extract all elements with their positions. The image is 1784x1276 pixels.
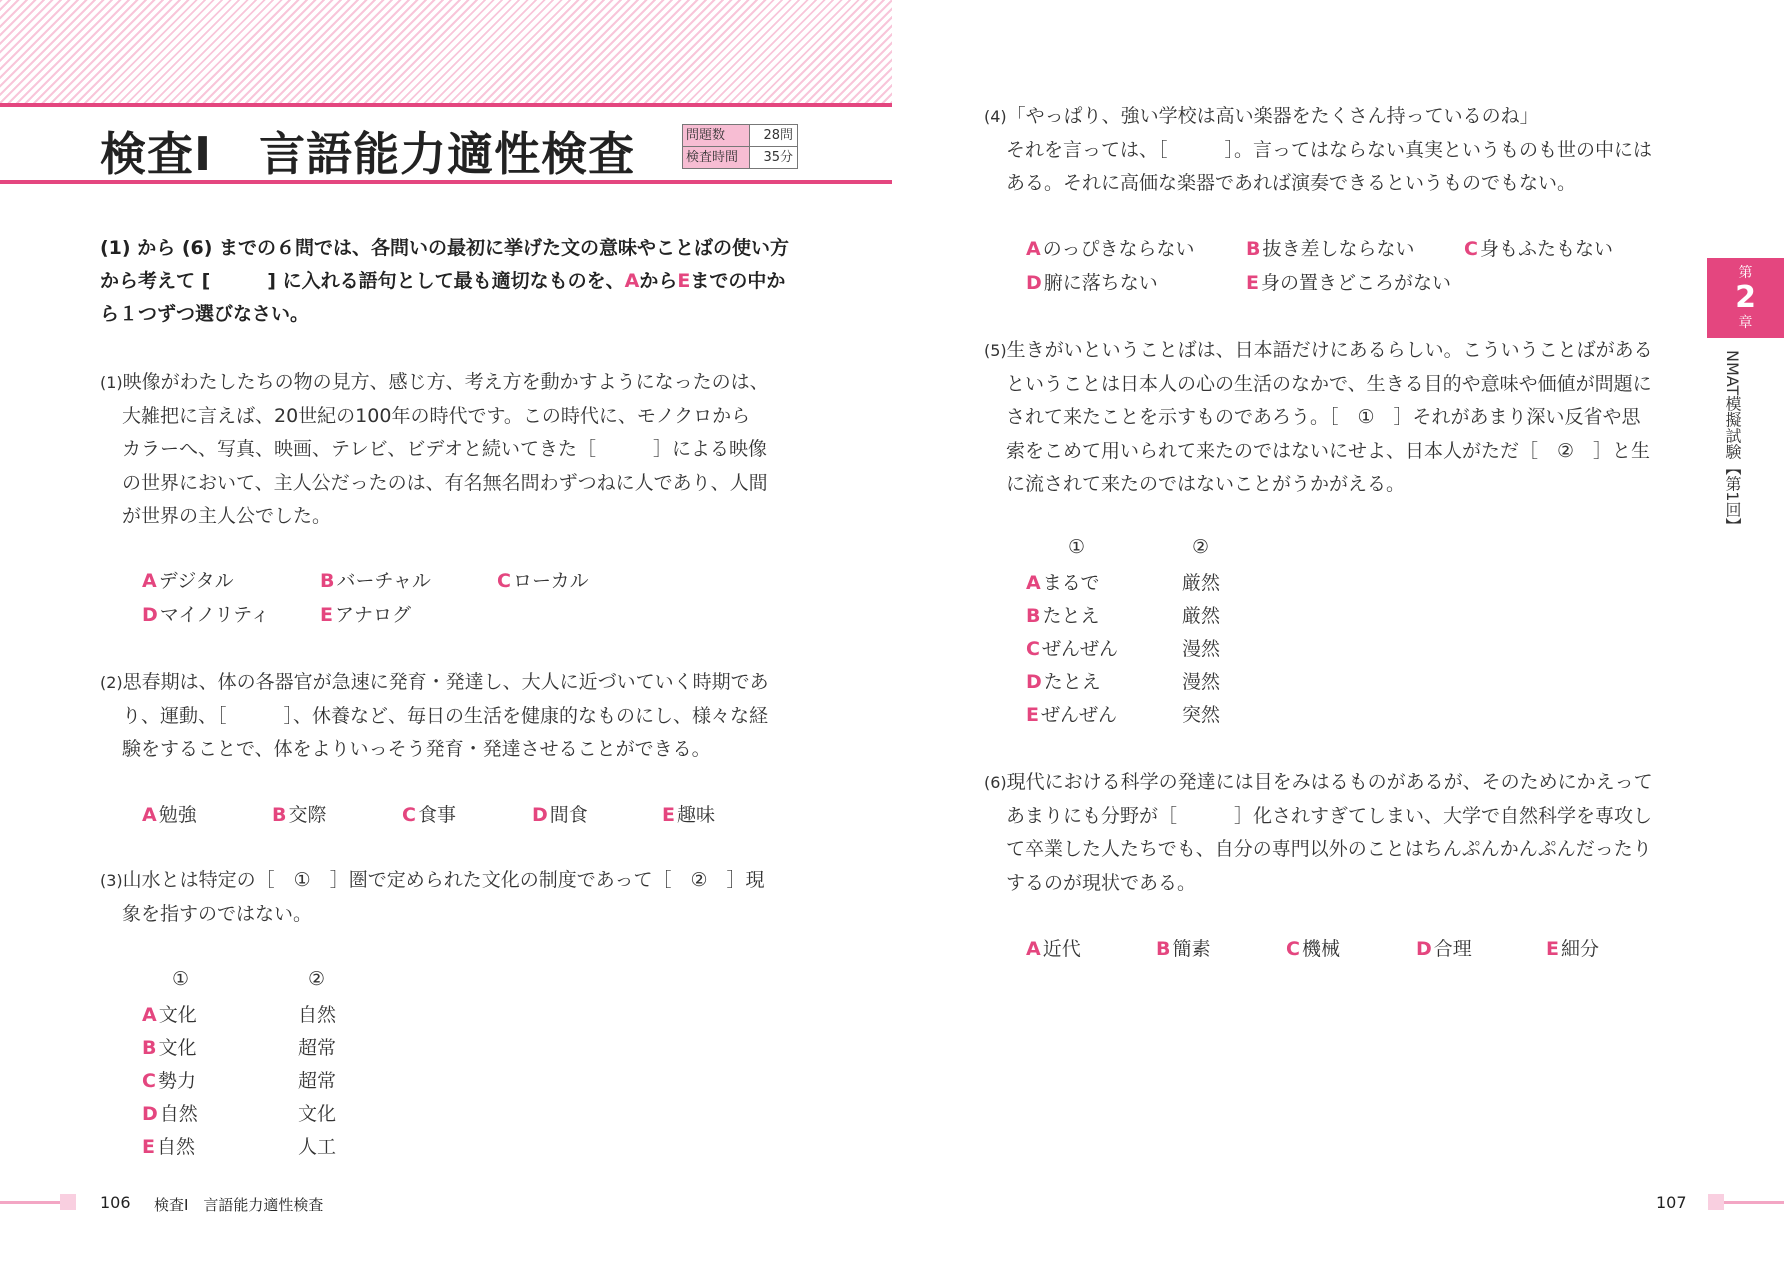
- question-line: の世界において、主人公だったのは、有名無名問わずつねに人であり、人間: [122, 471, 768, 494]
- option-letter: C: [497, 570, 511, 592]
- question-line: 山水とは特定の［ ① ］圏で定められた文化の制度であって［ ② ］現: [122, 869, 765, 891]
- option-letter: B: [320, 570, 335, 592]
- option-text: たとえ: [1043, 671, 1101, 693]
- option-letter: B: [1246, 238, 1261, 260]
- q2-option-a[interactable]: [142, 800, 197, 827]
- instructions-text-1: (1) から (6) までの６問では、各問いの最初に挙げた文の意味やことばの使い方から考えて [ ] に入れる語句として最も適切なものを、: [100, 237, 790, 292]
- option-text: 勢力: [157, 1070, 196, 1092]
- option-text: 機械: [1301, 938, 1340, 960]
- question-4: [984, 100, 1684, 201]
- question-line: が世界の主人公でした。: [122, 505, 332, 527]
- option-text: 自然: [159, 1103, 198, 1125]
- question-line: 映像がわたしたちの物の見方、感じ方、考え方を動かすようになったのは、: [122, 371, 769, 393]
- option-letter: B: [1026, 605, 1041, 627]
- option-text: 趣味: [676, 804, 715, 826]
- info-label: 検査時間: [683, 147, 750, 168]
- footer-bar-right: [1724, 1201, 1784, 1204]
- option-letter: A: [1026, 938, 1041, 960]
- option-text: 近代: [1042, 938, 1081, 960]
- option-text: 身の置きどころがない: [1260, 272, 1451, 294]
- footer-section-title: 検査Ⅰ 言語能力適性検査: [154, 1196, 324, 1214]
- info-row-count: [683, 125, 797, 146]
- q1-option-e[interactable]: [320, 600, 411, 627]
- side-vertical-label: NMAT模擬試験【第1回】: [1723, 350, 1742, 534]
- header-stripe-band: [0, 0, 892, 103]
- option-letter: D: [142, 604, 158, 626]
- q3-option-a[interactable]: [142, 1000, 197, 1027]
- footer-bar-left: [0, 1201, 60, 1204]
- question-line: 大雑把に言えば、20世紀の100年の時代です。この時代に、モノクロから: [122, 404, 751, 427]
- question-line: 験をすることで、体をよりいっそう発育・発達させることができる。: [122, 738, 711, 760]
- q1-option-c[interactable]: [497, 566, 589, 593]
- option-text: 文化: [158, 1037, 197, 1059]
- q3-option-e-col2: 人工: [298, 1136, 337, 1158]
- info-value: 28問: [763, 128, 793, 143]
- column-header-2: ②: [1192, 536, 1210, 558]
- option-letter: B: [1156, 938, 1171, 960]
- question-line: り、運動、［ ］、休養など、毎日の生活を健康的なものにし、様々な経: [122, 704, 769, 727]
- q6-option-d[interactable]: [1416, 934, 1472, 961]
- q4-option-e[interactable]: [1246, 268, 1451, 295]
- q6-option-c[interactable]: [1286, 934, 1340, 961]
- page-number-right: 107: [1656, 1193, 1687, 1212]
- q6-option-b[interactable]: [1156, 934, 1211, 961]
- question-line: て卒業した人たちでも、自分の専門以外のことはちんぷんかんぷんだったり: [1006, 838, 1652, 860]
- question-line: 生きがいということばは、日本語だけにあるらしい。こういうことばがある: [1006, 339, 1653, 361]
- question-number: (2): [100, 673, 123, 692]
- q4-option-d[interactable]: [1026, 268, 1158, 295]
- question-line: あまりにも分野が［ ］化されすぎてしまい、大学で自然科学を専攻し: [1006, 804, 1653, 827]
- option-text: 合理: [1433, 938, 1472, 960]
- q5-option-d-col2: 漫然: [1182, 671, 1221, 693]
- option-text: マイノリティ: [159, 604, 270, 626]
- q5-option-c[interactable]: [1026, 634, 1118, 661]
- option-text: 細分: [1560, 938, 1599, 960]
- option-text: ぜんぜん: [1041, 638, 1118, 660]
- question-line: ある。それに高価な楽器であれば演奏できるというものでもない。: [1006, 172, 1577, 194]
- option-letter: A: [142, 570, 157, 592]
- option-letter: A: [1026, 238, 1041, 260]
- q5-option-b-col2: 厳然: [1182, 605, 1221, 627]
- option-letter: D: [1026, 671, 1042, 693]
- option-letter: B: [142, 1037, 157, 1059]
- q1-option-a[interactable]: [142, 566, 234, 593]
- q3-option-c-col2: 超常: [298, 1070, 337, 1092]
- option-letter: D: [142, 1103, 158, 1125]
- option-text: 勉強: [158, 804, 197, 826]
- option-letter: A: [1026, 572, 1041, 594]
- question-line: されて来たことを示すものであろう。［ ① ］それがあまり深い反省や思: [1006, 406, 1641, 428]
- q3-option-e[interactable]: [142, 1132, 195, 1159]
- option-letter: C: [402, 804, 416, 826]
- q3-option-b[interactable]: [142, 1033, 197, 1060]
- q6-option-a[interactable]: [1026, 934, 1081, 961]
- question-line: 象を指すのではない。: [122, 902, 313, 925]
- option-text: ローカル: [512, 570, 589, 592]
- question-line: カラーへ、写真、映画、テレビ、ビデオと続いてきた［ ］による映像: [122, 438, 768, 460]
- column-header-1: ①: [172, 968, 190, 990]
- instructions-letter-a: A: [624, 270, 640, 292]
- option-letter: C: [1286, 938, 1300, 960]
- option-text: 抜き差しならない: [1262, 238, 1415, 260]
- option-letter: E: [1546, 938, 1559, 960]
- header-rule-top: [0, 103, 892, 107]
- column-header-1: ①: [1068, 536, 1086, 558]
- option-letter: C: [142, 1070, 156, 1092]
- q5-option-d[interactable]: [1026, 667, 1101, 694]
- option-letter: C: [1026, 638, 1040, 660]
- option-letter: E: [1026, 704, 1039, 726]
- info-row-time: [683, 146, 797, 168]
- option-text: 腑に落ちない: [1043, 272, 1158, 294]
- option-text: 簡素: [1172, 938, 1211, 960]
- option-letter: E: [142, 1136, 155, 1158]
- option-letter: C: [1464, 238, 1478, 260]
- option-letter: B: [272, 804, 287, 826]
- q1-option-d[interactable]: [142, 600, 270, 627]
- question-line: するのが現状である。: [1006, 871, 1197, 894]
- option-letter: D: [1416, 938, 1432, 960]
- q4-option-b[interactable]: [1246, 234, 1415, 261]
- footer-square-left: [60, 1194, 76, 1210]
- q5-option-e[interactable]: [1026, 700, 1117, 727]
- option-text: 食事: [417, 804, 456, 826]
- question-1: [100, 366, 802, 534]
- question-line: 索をこめて用いられて来たのではないにせよ、日本人がただ［ ② ］と生: [1006, 439, 1651, 462]
- question-number: (5): [984, 341, 1007, 360]
- chapter-tab: [1707, 258, 1784, 338]
- question-line: それを言っては、［ ］。言ってはならない真実というものも世の中には: [1006, 138, 1653, 161]
- q2-option-c[interactable]: [402, 800, 456, 827]
- option-letter: A: [142, 804, 157, 826]
- question-line: 思春期は、体の各器官が急速に発育・発達し、大人に近づいていく時期であ: [122, 671, 769, 693]
- option-letter: D: [532, 804, 548, 826]
- option-text: たとえ: [1042, 605, 1100, 627]
- q3-option-c[interactable]: [142, 1066, 196, 1093]
- q3-option-a-col2: 自然: [298, 1004, 337, 1026]
- option-letter: A: [142, 1004, 157, 1026]
- option-letter: E: [662, 804, 675, 826]
- q2-option-d[interactable]: [532, 800, 588, 827]
- question-line: ということは日本人の心の生活のなかで、生きる目的や意味や価値が問題に: [1006, 372, 1652, 395]
- question-3: [100, 864, 802, 931]
- option-text: デジタル: [158, 570, 234, 592]
- q5-option-e-col2: 突然: [1182, 704, 1221, 726]
- column-header-2: ②: [308, 968, 326, 990]
- instructions-letter-e: E: [677, 270, 691, 292]
- option-text: ぜんぜん: [1040, 704, 1117, 726]
- q5-option-b[interactable]: [1026, 601, 1100, 628]
- q3-option-b-col2: 超常: [298, 1037, 337, 1059]
- question-2: [100, 666, 802, 767]
- instructions: [100, 232, 802, 331]
- question-number: (3): [100, 871, 123, 890]
- q2-option-b[interactable]: [272, 800, 327, 827]
- q3-option-d[interactable]: [142, 1099, 198, 1126]
- option-letter: E: [320, 604, 333, 626]
- q4-option-c[interactable]: [1464, 234, 1613, 261]
- q5-option-a[interactable]: [1026, 568, 1100, 595]
- option-letter: D: [1026, 272, 1042, 294]
- info-label: 問題数: [683, 125, 750, 146]
- chapter-tab-top: 第: [1738, 265, 1753, 281]
- option-text: のっぴきならない: [1042, 238, 1195, 260]
- option-text: 間食: [549, 804, 588, 826]
- option-text: 交際: [288, 804, 327, 826]
- option-text: アナログ: [334, 604, 411, 626]
- option-text: 身もふたもない: [1479, 238, 1613, 260]
- q1-option-b[interactable]: [320, 566, 431, 593]
- exam-info-box: [682, 124, 798, 169]
- question-line: 「やっぱり、強い学校は高い楽器をたくさん持っているのね」: [1006, 105, 1539, 127]
- option-letter: E: [1246, 272, 1259, 294]
- option-text: 文化: [158, 1004, 197, 1026]
- instructions-text-2: までの中から１つずつ選びなさい。: [100, 270, 786, 325]
- q6-option-e[interactable]: [1546, 934, 1599, 961]
- q5-option-a-col2: 厳然: [1182, 572, 1221, 594]
- question-number: (4): [984, 107, 1007, 126]
- chapter-tab-bottom: 章: [1738, 315, 1753, 331]
- option-text: まるで: [1042, 572, 1100, 594]
- question-number: (1): [100, 373, 123, 392]
- question-6: [984, 766, 1684, 900]
- option-text: バーチャル: [336, 570, 431, 592]
- info-value: 35分: [763, 150, 793, 165]
- chapter-tab-number: 2: [1735, 280, 1756, 315]
- q2-option-e[interactable]: [662, 800, 715, 827]
- q5-option-c-col2: 漫然: [1182, 638, 1221, 660]
- instructions-text-mid: から: [639, 270, 678, 292]
- option-text: 自然: [156, 1136, 195, 1158]
- question-line: 現代における科学の発達には目をみはるものがあるが、そのためにかえって: [1006, 771, 1653, 793]
- footer-square-right: [1708, 1194, 1724, 1210]
- page-number-left: 106: [100, 1193, 131, 1212]
- question-line: に流されて来たのではないことがうかがえる。: [1006, 473, 1406, 495]
- q4-option-a[interactable]: [1026, 234, 1195, 261]
- q3-option-d-col2: 文化: [298, 1103, 337, 1125]
- page-title: 検査Ⅰ 言語能力適性検査: [100, 127, 636, 181]
- question-5: [984, 334, 1684, 502]
- question-number: (6): [984, 773, 1007, 792]
